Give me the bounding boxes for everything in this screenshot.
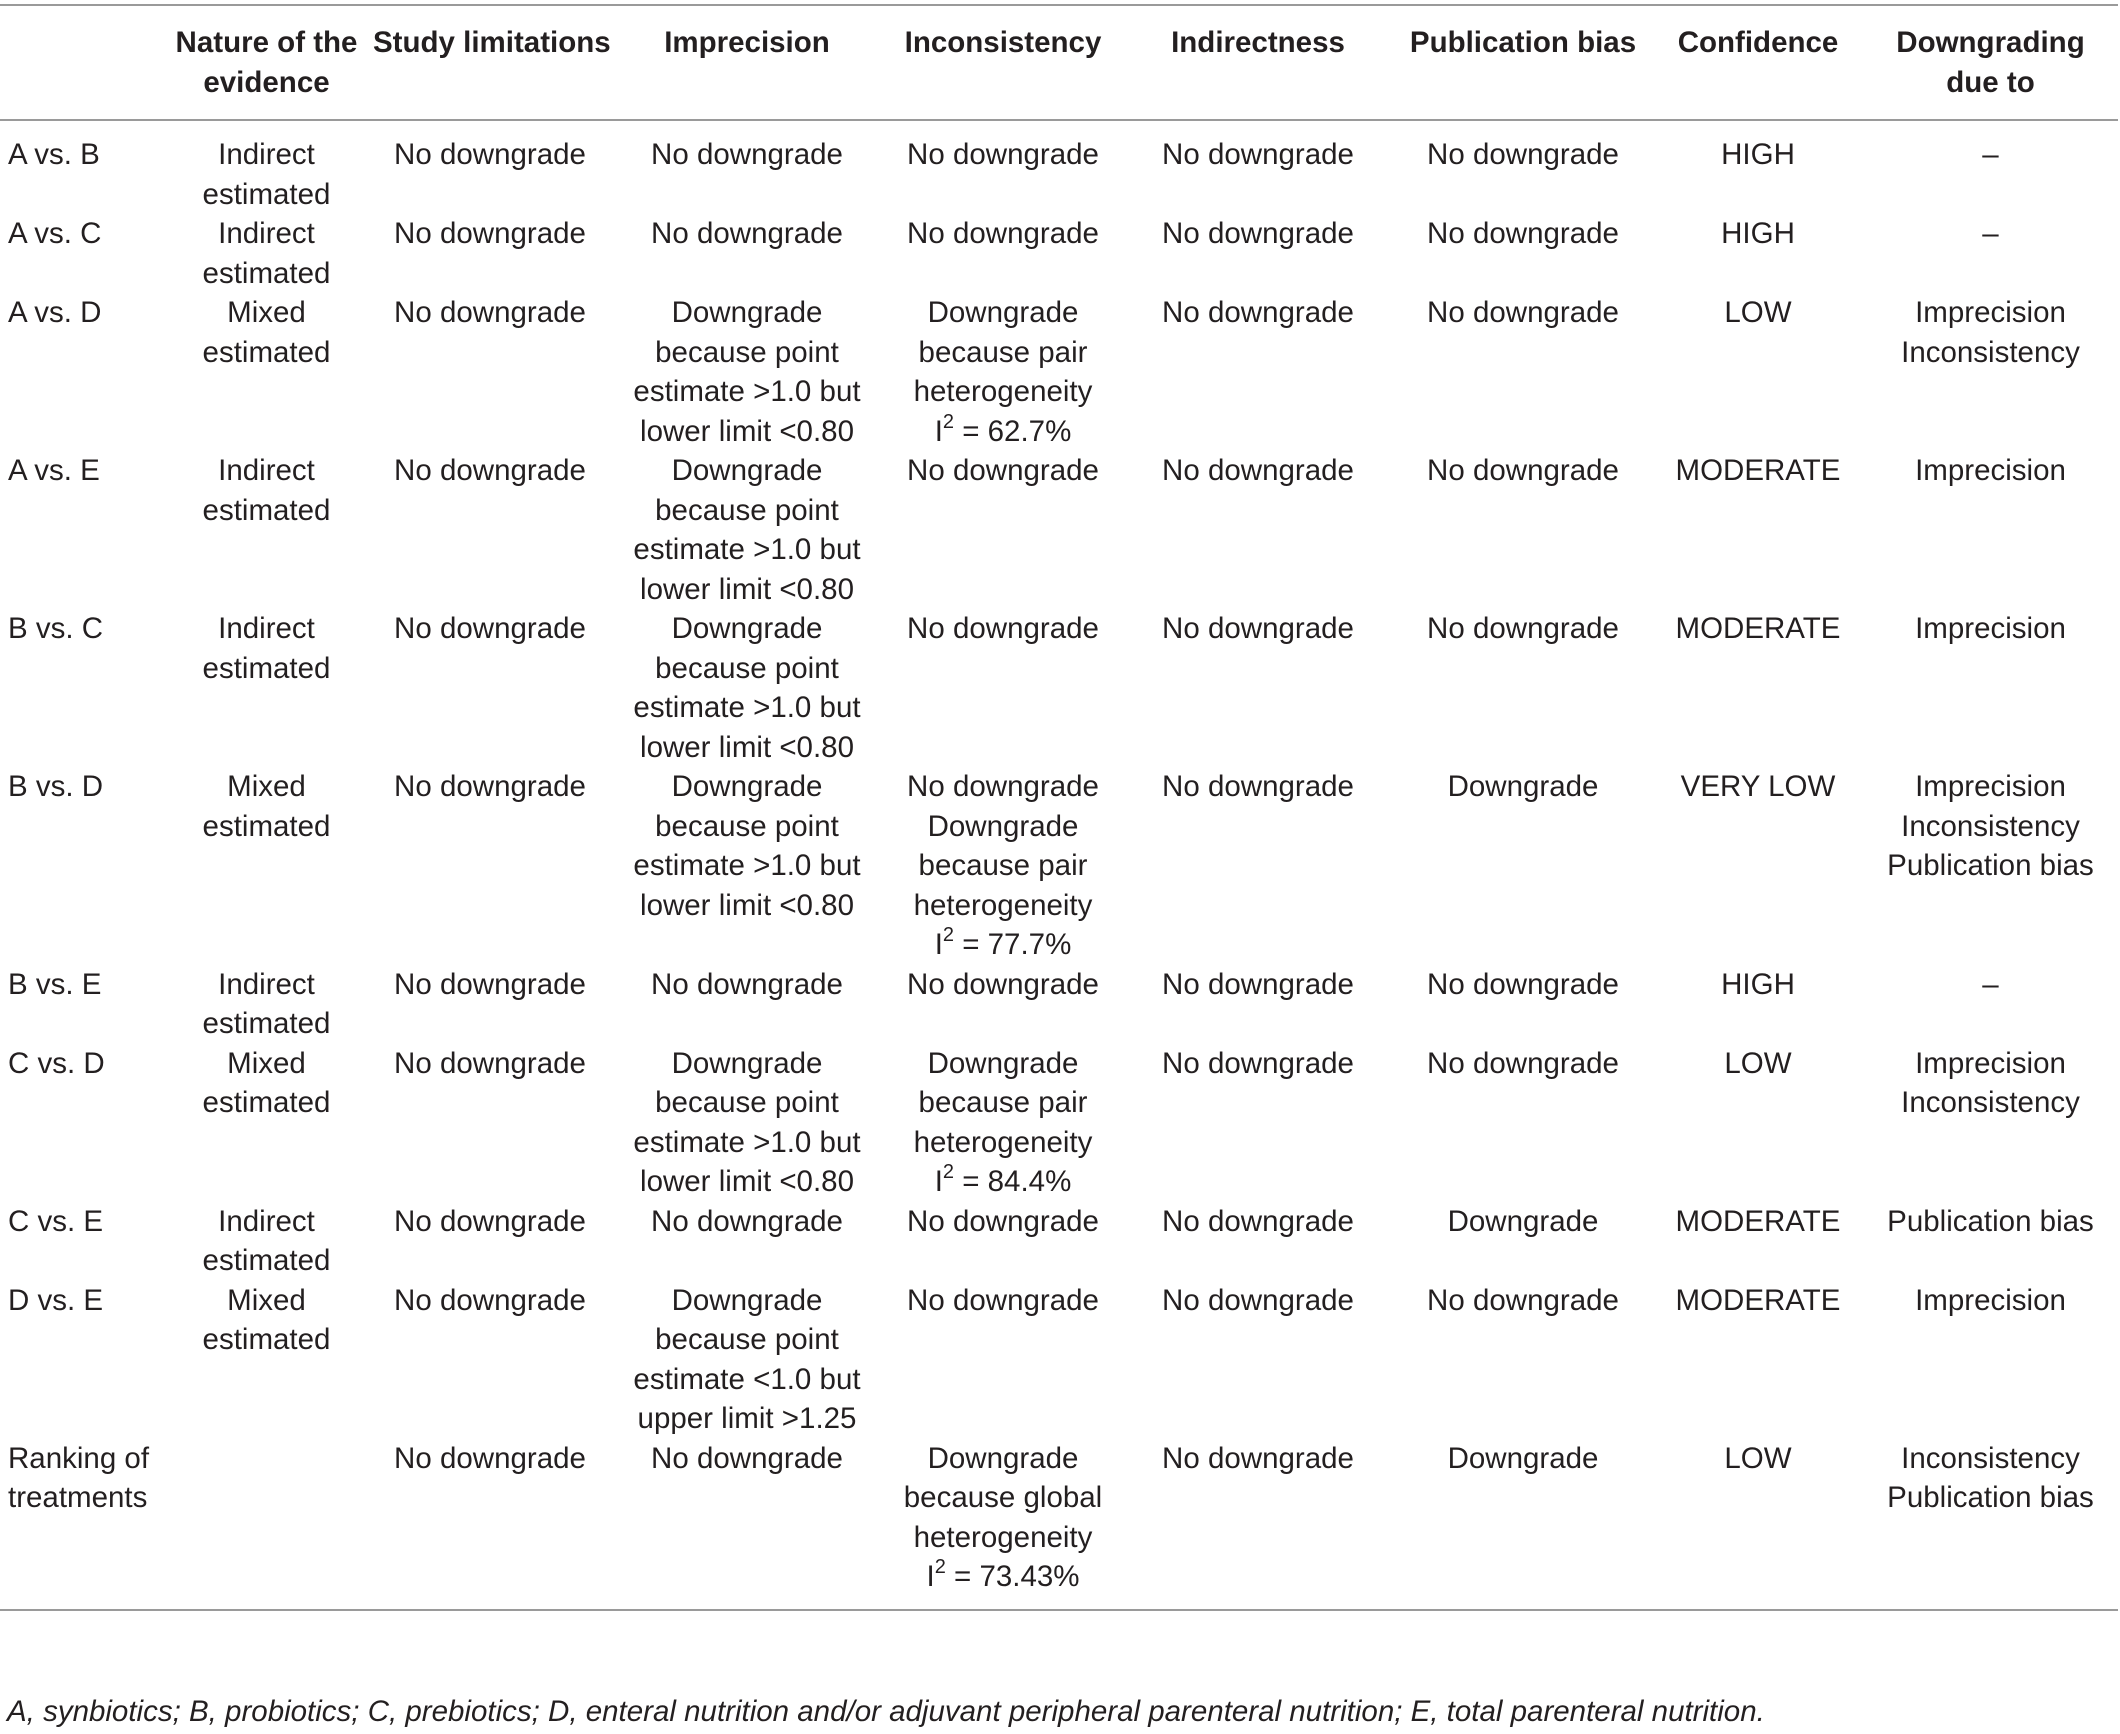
confidence-cell: [1653, 1281, 1863, 1439]
study-limitations-cell: [369, 214, 611, 293]
cell-line: Inconsistency: [1901, 335, 2080, 369]
publication-bias-cell: [1393, 1044, 1653, 1202]
comparison-cell: [0, 767, 164, 965]
cell-line: because pair: [918, 849, 1088, 882]
indirectness-cell: [1123, 767, 1393, 965]
header-line: Confidence: [1677, 26, 1839, 59]
downgrading-cell: [1863, 767, 2118, 965]
cell-line: No downgrade: [1427, 217, 1619, 250]
downgrading-cell: [1863, 214, 2118, 293]
cell-line: No downgrade: [394, 1441, 586, 1475]
cell-line: because point: [655, 651, 839, 685]
cell-line: No downgrade: [1162, 217, 1354, 250]
cell-line: $I^2 = 77.7\%$: [934, 924, 1072, 961]
confidence-cell: [1653, 120, 1863, 214]
indirectness-cell: [1123, 609, 1393, 767]
cell-line: No downgrade: [907, 1283, 1099, 1317]
cell-line: VERY LOW: [1680, 770, 1836, 803]
cell-line: estimate >1.0 but: [633, 849, 861, 882]
comparison-cell: [0, 293, 164, 451]
cell-line: Mixed: [227, 1283, 306, 1317]
confidence-cell: [1653, 1202, 1863, 1281]
inconsistency-cell: [883, 1439, 1123, 1610]
inconsistency-cell: [883, 120, 1123, 214]
cell-line: Downgrade: [927, 809, 1079, 843]
cell-line: No downgrade: [1162, 138, 1354, 171]
table-row: [0, 965, 2118, 1044]
cell-line: No downgrade: [394, 612, 586, 645]
cell-line: No downgrade: [394, 1283, 586, 1317]
header-line: evidence: [203, 66, 330, 99]
imprecision-cell: [611, 293, 883, 451]
comparison-cell: [0, 1439, 164, 1610]
cell-line: Mixed: [227, 1046, 306, 1080]
cell-line: B vs. C: [8, 612, 104, 645]
publication-bias-cell: [1393, 1281, 1653, 1439]
nature-cell: [164, 293, 369, 451]
cell-line: No downgrade: [907, 138, 1099, 171]
downgrading-cell: [1863, 1439, 2118, 1610]
imprecision-cell: [611, 1281, 883, 1439]
cell-line: No downgrade: [1162, 967, 1354, 1001]
cell-line: LOW: [1724, 296, 1792, 329]
table-row: [0, 609, 2118, 767]
nature-cell: [164, 1044, 369, 1202]
cell-line: No downgrade: [1162, 1441, 1354, 1475]
publication-bias-cell: [1393, 1202, 1653, 1281]
nature-cell: [164, 965, 369, 1044]
cell-line: because point: [655, 1323, 839, 1356]
cell-line: estimate >1.0 but: [633, 375, 861, 408]
table-row: [0, 214, 2118, 293]
study-limitations-cell: [369, 965, 611, 1044]
indirectness-cell: [1123, 1044, 1393, 1202]
inconsistency-cell: [883, 214, 1123, 293]
cell-line: No downgrade: [651, 217, 843, 250]
nature-cell: [164, 767, 369, 965]
study-limitations-cell: [369, 1281, 611, 1439]
cell-line: Indirect: [218, 138, 315, 171]
imprecision-header: [611, 5, 883, 120]
cell-line: estimated: [202, 177, 331, 211]
cell-line: estimated: [202, 809, 331, 843]
confidence-cell: [1653, 609, 1863, 767]
cell-line: No downgrade: [907, 454, 1099, 487]
publication-bias-cell: [1393, 214, 1653, 293]
study-limitations-cell: [369, 451, 611, 609]
study-limitations-cell: [369, 1439, 611, 1610]
cell-line: Indirect: [218, 217, 315, 250]
indirectness-cell: [1123, 1439, 1393, 1610]
nature-cell: [164, 1281, 369, 1439]
cell-line: C vs. E: [8, 1204, 104, 1238]
confidence-cell: [1653, 293, 1863, 451]
table-row: [0, 1439, 2118, 1610]
publication-bias-header: [1393, 5, 1653, 120]
header-line: Indirectness: [1171, 26, 1345, 59]
nature-cell: [164, 214, 369, 293]
cell-line: No downgrade: [394, 138, 586, 171]
header-line: Study limitations: [373, 26, 611, 59]
cell-line: Imprecision: [1915, 770, 2066, 803]
imprecision-cell: [611, 1044, 883, 1202]
nature-cell: [164, 1202, 369, 1281]
header-line: Nature of the: [175, 26, 358, 59]
cell-line: HIGH: [1721, 217, 1795, 250]
indirectness-header: [1123, 5, 1393, 120]
imprecision-cell: [611, 214, 883, 293]
indirectness-cell: [1123, 1202, 1393, 1281]
cell-line: No downgrade: [651, 138, 843, 171]
comparison-cell: [0, 120, 164, 214]
cell-line: Downgrade: [671, 454, 823, 487]
cell-line: because point: [655, 1086, 839, 1119]
confidence-cell: [1653, 214, 1863, 293]
downgrading-cell: [1863, 293, 2118, 451]
publication-bias-cell: [1393, 965, 1653, 1044]
cell-line: estimated: [202, 1007, 331, 1040]
study-limitations-cell: [369, 1044, 611, 1202]
comparison-cell: [0, 609, 164, 767]
inconsistency-cell: [883, 293, 1123, 451]
cell-line: No downgrade: [1162, 296, 1354, 329]
inconsistency-header: [883, 5, 1123, 120]
cell-line: C vs. D: [8, 1046, 105, 1080]
table-row: [0, 767, 2118, 965]
cell-line: No downgrade: [394, 454, 586, 487]
nature-cell: [164, 451, 369, 609]
study-limitations-cell: [369, 293, 611, 451]
cell-line: No downgrade: [907, 1204, 1099, 1238]
inconsistency-cell: [883, 767, 1123, 965]
header-line: Imprecision: [664, 26, 830, 59]
confidence-header: [1653, 5, 1863, 120]
cell-line: lower limit <0.80: [640, 572, 854, 606]
cell-line: estimated: [202, 256, 331, 290]
cell-line: upper limit >1.25: [637, 1402, 857, 1435]
cell-line: Inconsistency: [1901, 809, 2080, 843]
cell-line: because global: [903, 1481, 1103, 1514]
confidence-cell: [1653, 965, 1863, 1044]
cell-line: Imprecision: [1915, 1283, 2066, 1317]
cell-line: Downgrade: [1447, 1204, 1599, 1238]
cell-line: No downgrade: [1427, 1283, 1619, 1317]
cell-line: lower limit <0.80: [640, 730, 854, 764]
comparison-cell: [0, 1202, 164, 1281]
cell-line: –: [1982, 967, 1999, 1001]
cell-line: MODERATE: [1675, 454, 1841, 487]
cell-line: No downgrade: [394, 296, 586, 329]
cell-line: Indirect: [218, 612, 315, 645]
cell-line: No downgrade: [1427, 1046, 1619, 1080]
cell-line: lower limit <0.80: [640, 1165, 854, 1198]
study-limitations-cell: [369, 120, 611, 214]
publication-bias-cell: [1393, 120, 1653, 214]
cell-line: Downgrade: [927, 1046, 1079, 1080]
cell-line: estimate <1.0 but: [633, 1362, 861, 1396]
cell-line: No downgrade: [1162, 1046, 1354, 1080]
grade-evidence-table: [0, 4, 2118, 1611]
nature-cell: [164, 609, 369, 767]
header-line: Downgrading: [1896, 26, 2085, 59]
publication-bias-cell: [1393, 1439, 1653, 1610]
comparison-cell: [0, 1281, 164, 1439]
cell-line: $I^2 = 73.43\%$: [926, 1556, 1080, 1593]
cell-line: No downgrade: [907, 217, 1099, 250]
cell-line: No downgrade: [1427, 967, 1619, 1001]
nature-header: [164, 5, 369, 120]
cell-line: –: [1982, 138, 1999, 171]
inconsistency-cell: [883, 1202, 1123, 1281]
cell-line: –: [1982, 217, 1999, 250]
cell-line: Downgrade: [671, 612, 823, 645]
inconsistency-cell: [883, 451, 1123, 609]
imprecision-cell: [611, 609, 883, 767]
table-footnote: A, synbiotics; B, probiotics; C, prebiotics; D, enteral nutrition and/or adjuvant peripheral parenteral nutrition; E, total parenteral nutrition.: [7, 1695, 1765, 1728]
cell-line: Indirect: [218, 1204, 315, 1238]
cell-line: lower limit <0.80: [640, 888, 854, 922]
cell-line: LOW: [1724, 1441, 1792, 1475]
cell-line: No downgrade: [651, 967, 843, 1001]
cell-line: No downgrade: [1427, 296, 1619, 329]
cell-line: MODERATE: [1675, 1204, 1841, 1238]
nature-cell: [164, 120, 369, 214]
imprecision-cell: [611, 120, 883, 214]
downgrading-cell: [1863, 609, 2118, 767]
comparison-cell: [0, 451, 164, 609]
cell-line: Publication bias: [1887, 1204, 2094, 1238]
confidence-cell: [1653, 1439, 1863, 1610]
cell-line: heterogeneity: [913, 1125, 1093, 1159]
comparison-header: [0, 5, 164, 120]
header-line: due to: [1946, 66, 2035, 99]
cell-line: because point: [655, 809, 839, 843]
comparison-cell: [0, 965, 164, 1044]
table-row: [0, 293, 2118, 451]
table-body: [0, 120, 2118, 1610]
cell-line: Imprecision: [1915, 454, 2066, 487]
table-row: [0, 1044, 2118, 1202]
cell-line: estimated: [202, 335, 331, 369]
cell-line: MODERATE: [1675, 1283, 1841, 1317]
cell-line: B vs. D: [8, 770, 104, 803]
cell-line: A vs. C: [8, 217, 102, 250]
cell-line: estimated: [202, 493, 331, 527]
indirectness-cell: [1123, 451, 1393, 609]
cell-line: estimate >1.0 but: [633, 691, 861, 724]
cell-line: LOW: [1724, 1046, 1792, 1080]
cell-line: Publication bias: [1887, 1481, 2094, 1514]
study-limitations-cell: [369, 609, 611, 767]
cell-line: B vs. E: [8, 967, 102, 1001]
imprecision-cell: [611, 451, 883, 609]
cell-line: Downgrade: [671, 770, 823, 803]
imprecision-cell: [611, 767, 883, 965]
cell-line: estimated: [202, 1323, 331, 1356]
cell-line: because pair: [918, 1086, 1088, 1119]
table-row: [0, 120, 2118, 214]
downgrading-header: [1863, 5, 2118, 120]
cell-line: estimated: [202, 1244, 331, 1277]
publication-bias-cell: [1393, 767, 1653, 965]
imprecision-cell: [611, 965, 883, 1044]
header-row: [0, 5, 2118, 120]
cell-line: because pair: [918, 335, 1088, 369]
cell-line: Publication bias: [1887, 849, 2094, 882]
header-line: Publication bias: [1409, 26, 1637, 59]
cell-line: estimate >1.0 but: [633, 1125, 861, 1159]
cell-line: Imprecision: [1915, 296, 2066, 329]
cell-line: Mixed: [227, 296, 306, 329]
table-row: [0, 451, 2118, 609]
cell-line: Downgrade: [1447, 770, 1599, 803]
cell-line: Imprecision: [1915, 1046, 2066, 1080]
confidence-cell: [1653, 1044, 1863, 1202]
indirectness-cell: [1123, 120, 1393, 214]
cell-line: heterogeneity: [913, 375, 1093, 408]
cell-line: MODERATE: [1675, 612, 1841, 645]
cell-line: Mixed: [227, 770, 306, 803]
cell-line: No downgrade: [1162, 1283, 1354, 1317]
cell-line: A vs. B: [8, 138, 100, 171]
downgrading-cell: [1863, 1281, 2118, 1439]
confidence-cell: [1653, 451, 1863, 609]
cell-line: Inconsistency: [1901, 1086, 2080, 1119]
cell-line: D vs. E: [8, 1283, 104, 1317]
inconsistency-cell: [883, 609, 1123, 767]
cell-line: No downgrade: [1427, 138, 1619, 171]
publication-bias-cell: [1393, 451, 1653, 609]
study-limitations-header: [369, 5, 611, 120]
header-line: Inconsistency: [904, 26, 1102, 59]
cell-line: No downgrade: [907, 612, 1099, 645]
cell-line: A vs. E: [8, 454, 100, 487]
downgrading-cell: [1863, 965, 2118, 1044]
cell-line: No downgrade: [1427, 454, 1619, 487]
indirectness-cell: [1123, 293, 1393, 451]
downgrading-cell: [1863, 120, 2118, 214]
cell-line: Downgrade: [927, 1441, 1079, 1475]
cell-line: No downgrade: [394, 1046, 586, 1080]
inconsistency-cell: [883, 1281, 1123, 1439]
cell-line: estimated: [202, 651, 331, 685]
cell-line: Ranking of: [8, 1441, 150, 1475]
study-limitations-cell: [369, 767, 611, 965]
comparison-cell: [0, 1044, 164, 1202]
cell-line: $I^2 = 62.7\%$: [934, 410, 1072, 448]
publication-bias-cell: [1393, 293, 1653, 451]
publication-bias-cell: [1393, 609, 1653, 767]
cell-line: No downgrade: [394, 770, 586, 803]
cell-line: No downgrade: [651, 1441, 843, 1475]
table-row: [0, 1202, 2118, 1281]
cell-line: No downgrade: [907, 967, 1099, 1001]
cell-line: HIGH: [1721, 138, 1795, 171]
cell-line: because point: [655, 335, 839, 369]
cell-line: No downgrade: [394, 217, 586, 250]
cell-line: No downgrade: [1162, 770, 1354, 803]
cell-line: treatments: [8, 1481, 148, 1514]
cell-line: No downgrade: [394, 1204, 586, 1238]
cell-line: Downgrade: [927, 296, 1079, 329]
cell-line: Inconsistency: [1901, 1441, 2080, 1475]
cell-line: No downgrade: [907, 770, 1099, 803]
cell-line: $I^2 = 84.4\%$: [934, 1161, 1072, 1198]
comparison-cell: [0, 214, 164, 293]
cell-line: Indirect: [218, 454, 315, 487]
inconsistency-cell: [883, 1044, 1123, 1202]
downgrading-cell: [1863, 1044, 2118, 1202]
nature-cell: [164, 1439, 369, 1610]
cell-line: Downgrade: [1447, 1441, 1599, 1475]
inconsistency-cell: [883, 965, 1123, 1044]
cell-line: No downgrade: [394, 967, 586, 1001]
cell-line: heterogeneity: [913, 888, 1093, 922]
cell-line: Downgrade: [671, 296, 823, 329]
table-header: [0, 5, 2118, 120]
downgrading-cell: [1863, 1202, 2118, 1281]
cell-line: Indirect: [218, 967, 315, 1001]
indirectness-cell: [1123, 965, 1393, 1044]
imprecision-cell: [611, 1439, 883, 1610]
table-row: [0, 1281, 2118, 1439]
cell-line: Downgrade: [671, 1046, 823, 1080]
study-limitations-cell: [369, 1202, 611, 1281]
indirectness-cell: [1123, 214, 1393, 293]
imprecision-cell: [611, 1202, 883, 1281]
downgrading-cell: [1863, 451, 2118, 609]
cell-line: No downgrade: [651, 1204, 843, 1238]
cell-line: estimated: [202, 1086, 331, 1119]
cell-line: estimate >1.0 but: [633, 533, 861, 566]
cell-line: Downgrade: [671, 1283, 823, 1317]
cell-line: because point: [655, 493, 839, 527]
cell-line: HIGH: [1721, 967, 1795, 1001]
confidence-cell: [1653, 767, 1863, 965]
cell-line: heterogeneity: [913, 1520, 1093, 1554]
cell-line: No downgrade: [1427, 612, 1619, 645]
cell-line: No downgrade: [1162, 1204, 1354, 1238]
cell-line: No downgrade: [1162, 612, 1354, 645]
cell-line: Imprecision: [1915, 612, 2066, 645]
cell-line: No downgrade: [1162, 454, 1354, 487]
cell-line: lower limit <0.80: [640, 414, 854, 448]
indirectness-cell: [1123, 1281, 1393, 1439]
cell-line: A vs. D: [8, 296, 102, 329]
